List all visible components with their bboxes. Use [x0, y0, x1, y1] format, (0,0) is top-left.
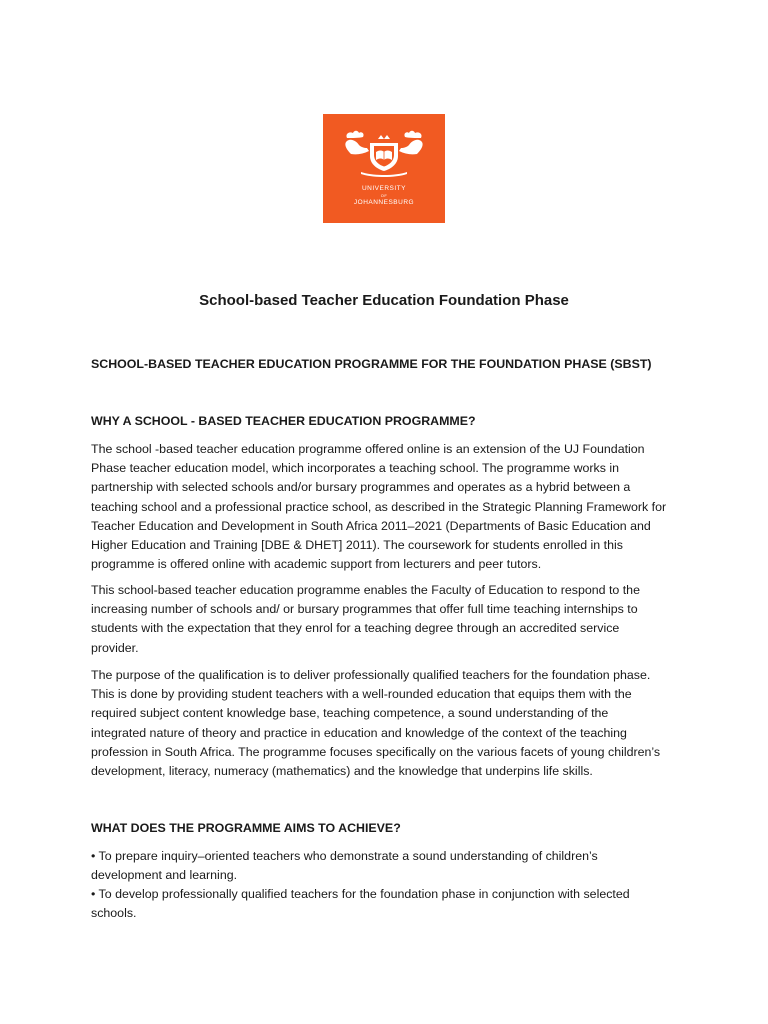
text-line: required subject content knowledge base, teaching competence, a sound understanding of the	[91, 706, 609, 721]
text-line: profession in South Africa. The programme focuses specifically on the various facets of young children’s	[91, 744, 661, 759]
university-logo	[323, 114, 445, 223]
aims-heading: WHAT DOES THE PROGRAMME AIMS TO ACHIEVE?	[91, 821, 401, 835]
logo-text-johannesburg: JOHANNESBURG	[353, 199, 415, 206]
text-line: development, literacy, numeracy (mathematics) and the knowledge that underpins life skills.	[91, 764, 593, 779]
text-line: This school-based teacher education programme enables the Faculty of Education to respond to the	[91, 583, 640, 597]
text-line: partnership with selected schools and/or bursary programmes and operates as a hybrid between a	[91, 480, 631, 495]
text-line: The school -based teacher education programme offered online is an extension of the UJ Foundation	[91, 442, 645, 456]
text-line: programme is offered online with academic support from lecturers and peer tutors.	[91, 557, 542, 572]
text-line: increasing number of schools and/ or bursary programmes that offer full time teaching internships to	[91, 602, 638, 617]
text-line: • To develop professionally qualified teachers for the foundation phase in conjunction with selected	[91, 887, 630, 901]
text-line: This is done by providing student teachers with a well-rounded education that equips them with the	[91, 687, 632, 702]
programme-heading: SCHOOL-BASED TEACHER EDUCATION PROGRAMME FOR THE FOUNDATION PHASE (SBST)	[91, 357, 652, 371]
paragraph-extension	[91, 440, 691, 574]
logo-text-university: UNIVERSITY	[361, 185, 406, 192]
text-line: • To prepare inquiry–oriented teachers who demonstrate a sound understanding of children’s	[91, 849, 598, 863]
text-line: Higher Education and Training [DBE & DHET] 2011). The coursework for students enrolled in this	[91, 538, 623, 553]
paragraph-internships	[91, 581, 691, 658]
text-line: integrated nature of theory and practice in education and knowledge of the context of the teaching	[91, 725, 627, 740]
text-line: schools.	[91, 906, 137, 921]
aims-list-item	[91, 885, 691, 923]
paragraph-purpose	[91, 666, 691, 781]
text-line: development and learning.	[91, 868, 238, 883]
aims-list-item	[91, 847, 691, 885]
text-line: teaching school and a professional practice school, as described in the Strategic Planning Framework for	[91, 499, 667, 514]
text-line: provider.	[91, 640, 139, 655]
text-line: students with the expectation that they enrol for a teaching degree through an accredited service	[91, 621, 620, 636]
logo-text-of: OF	[380, 193, 388, 198]
crest-icon	[323, 114, 445, 186]
text-line: Teacher Education and Development in South Africa 2011–2021 (Departments of Basic Education and	[91, 518, 651, 533]
why-heading: WHY A SCHOOL - BASED TEACHER EDUCATION PROGRAMME?	[91, 414, 476, 428]
page-title: School-based Teacher Education Foundation Phase	[199, 292, 569, 309]
text-line: The purpose of the qualification is to deliver professionally qualified teachers for the foundation phase.	[91, 668, 651, 682]
text-line: Phase teacher education model, which incorporates a teaching school. The programme works in	[91, 461, 620, 476]
